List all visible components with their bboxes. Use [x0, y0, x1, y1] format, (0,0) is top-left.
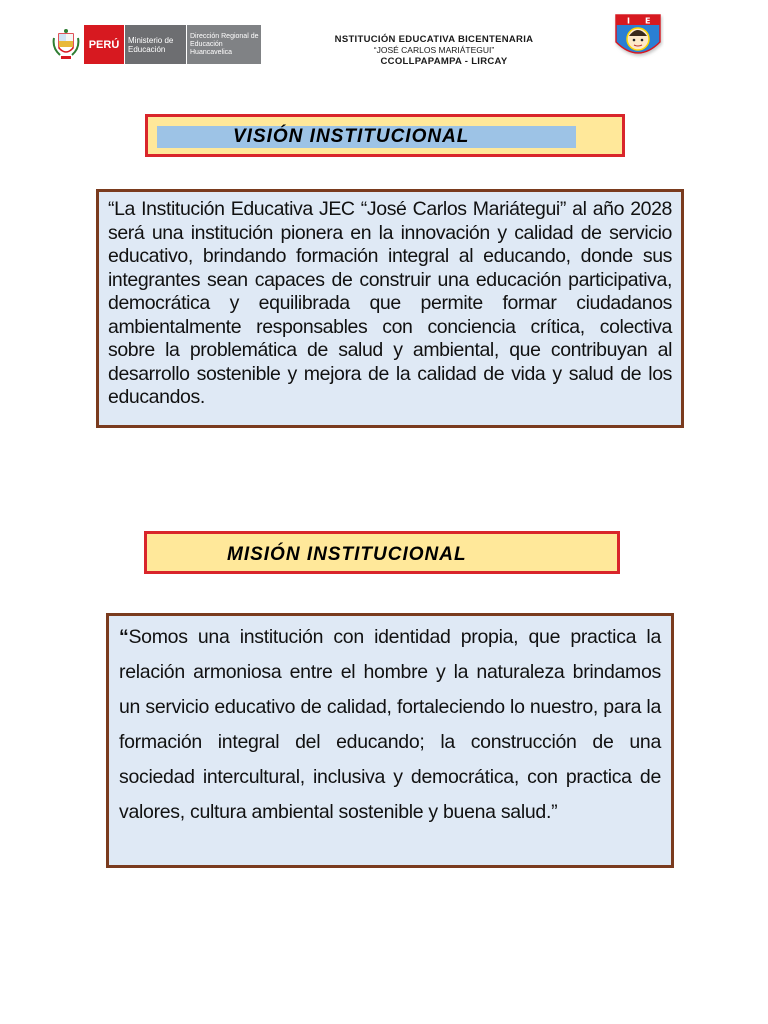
peru-label: PERÚ: [84, 25, 124, 64]
mision-title: MISIÓN INSTITUCIONAL: [227, 544, 467, 565]
mision-quote-open: “: [119, 626, 129, 648]
ministry-logo: [48, 25, 261, 64]
crest-letter-i: I: [627, 16, 630, 26]
peru-coat-of-arms-icon: [48, 25, 84, 64]
school-patron: “JOSÉ CARLOS MARIÁTEGUI”: [373, 45, 495, 55]
mision-text: Somos una institución con identidad propia, que practica la relación armoniosa entre el hombre y la naturaleza brindamos un servicio educativo de calidad, fortaleciendo lo nuestro, para la formación integral del educando; la construcción de una sociedad intercultural, inclusiva y democrática, con practica de valores, cultura ambiental sostenible y buena salud.”: [119, 626, 661, 823]
ministry-label: Ministerio de Educación: [124, 25, 186, 64]
vision-title: VISIÓN INSTITUCIONAL: [233, 126, 470, 147]
school-header: [300, 34, 568, 67]
vision-text-box: [96, 189, 684, 428]
mision-text-box: [106, 613, 674, 868]
dre-label: Dirección Regional de Educación Huancavelica: [186, 25, 261, 64]
vision-title-box: [145, 114, 625, 157]
mision-title-box: [144, 531, 620, 574]
vision-text: “La Institución Educativa JEC “José Carlos Mariátegui” al año 2028 será una institución pionera en la innovación y calidad de servicio educativo, brindando formación integral al educando, donde sus integrantes sean capaces de construir una educación participativa, democrática y equilibrada que permite formar ciudadanos ambientalmente responsables con conciencia crítica, colectiva sobre la problemática de salud y ambiental, que contribuyan al desarrollo sostenible y mejora de la calidad de vida y salud de los educandos.: [108, 198, 672, 408]
school-name: NSTITUCIÓN EDUCATIVA BICENTENARIA: [334, 34, 534, 45]
school-location: CCOLLPAPAMPA - LIRCAY: [380, 56, 508, 67]
crest-letter-e: E: [645, 16, 651, 26]
school-crest-icon: [612, 12, 664, 64]
